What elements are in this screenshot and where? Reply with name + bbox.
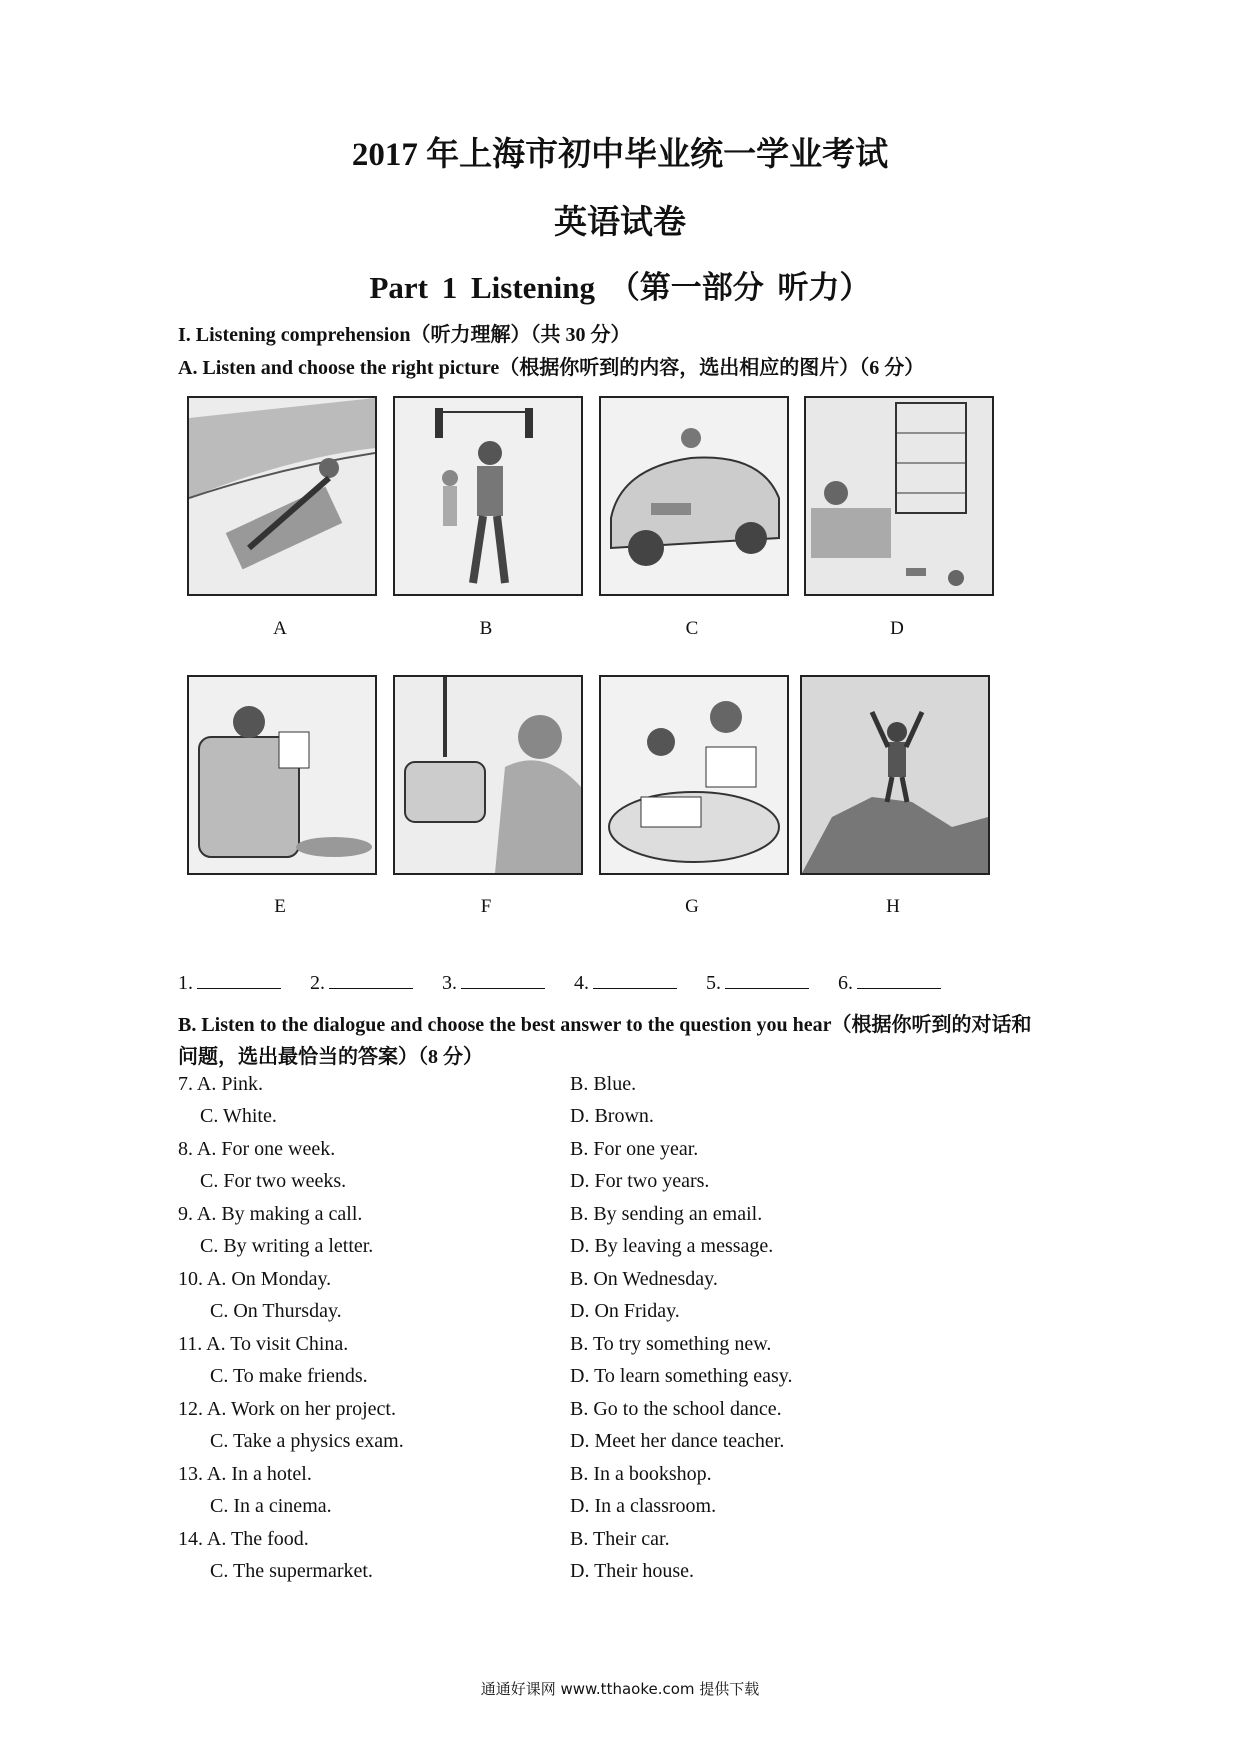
question-option-a[interactable]: 14. A. The food. [178, 1528, 309, 1550]
question-option-a[interactable]: 13. A. In a hotel. [178, 1463, 312, 1485]
picture-label: C [685, 618, 699, 639]
picture-b [393, 396, 583, 596]
picture-label: G [685, 896, 699, 917]
question-option-b[interactable]: B. In a bookshop. [570, 1463, 712, 1485]
question-option-d[interactable]: D. In a classroom. [570, 1495, 717, 1517]
question-option-a[interactable]: 9. A. By making a call. [178, 1203, 363, 1225]
question-option-c[interactable]: C. The supermarket. [210, 1560, 373, 1582]
question-option-b[interactable]: B. On Wednesday. [570, 1268, 718, 1290]
part-heading: Part 1 Listening （第一部分 听力） [369, 270, 871, 305]
blank-item[interactable]: 1. [178, 972, 310, 995]
question-option-c[interactable]: C. On Thursday. [210, 1300, 342, 1322]
question-option-b[interactable]: B. By sending an email. [570, 1203, 763, 1225]
footer-credit: 通通好课网 www.tthaoke.com 提供下载 [480, 1680, 760, 1698]
blank-line[interactable] [329, 972, 413, 989]
blank-line[interactable] [593, 972, 677, 989]
section-1-heading: I. Listening comprehension（听力理解）（共 30 分） [178, 324, 631, 346]
question-option-b[interactable]: B. Their car. [570, 1528, 670, 1550]
blank-line[interactable] [857, 972, 941, 989]
answer-blanks [178, 972, 970, 995]
blank-item[interactable]: 3. [442, 972, 574, 995]
reading-armchair-illustration [189, 677, 375, 873]
car-illustration [601, 398, 787, 594]
picture-g [599, 675, 789, 875]
runner-illustration [395, 398, 581, 594]
question-option-b[interactable]: B. Blue. [570, 1073, 637, 1095]
exam-subtitle: 英语试卷 [554, 205, 686, 241]
question-option-a[interactable]: 12. A. Work on her project. [178, 1398, 396, 1420]
reading-table-illustration [601, 677, 787, 873]
blank-item[interactable]: 2. [310, 972, 442, 995]
question-option-d[interactable]: D. Brown. [570, 1105, 654, 1127]
messy-room-illustration [806, 398, 992, 594]
question-option-a[interactable]: 10. A. On Monday. [178, 1268, 332, 1290]
mountain-hiker-illustration [802, 677, 988, 873]
picture-label: A [273, 618, 287, 639]
question-option-b[interactable]: B. To try something new. [570, 1333, 772, 1355]
question-option-d[interactable]: D. For two years. [570, 1170, 710, 1192]
question-option-c[interactable]: C. In a cinema. [210, 1495, 332, 1517]
question-option-a[interactable]: 11. A. To visit China. [178, 1333, 349, 1355]
question-option-b[interactable]: B. For one year. [570, 1138, 699, 1160]
section-b-heading-line2: 问题，选出最恰当的答案）（8 分） [178, 1046, 483, 1068]
injured-leg-illustration [395, 677, 581, 873]
picture-f [393, 675, 583, 875]
question-option-b[interactable]: B. Go to the school dance. [570, 1398, 782, 1420]
question-option-a[interactable]: 7. A. Pink. [178, 1073, 264, 1095]
blank-item[interactable]: 5. [706, 972, 838, 995]
picture-label: F [480, 896, 492, 917]
question-option-d[interactable]: D. To learn something easy. [570, 1365, 793, 1387]
section-a-heading: A. Listen and choose the right picture（根据你听到的内容，选出相应的图片）（6 分） [178, 357, 925, 379]
picture-label: B [479, 618, 493, 639]
question-option-a[interactable]: 8. A. For one week. [178, 1138, 336, 1160]
beach-illustration [189, 398, 375, 594]
question-option-c[interactable]: C. White. [200, 1105, 277, 1127]
blank-line[interactable] [197, 972, 281, 989]
question-option-d[interactable]: D. On Friday. [570, 1300, 680, 1322]
picture-h [800, 675, 990, 875]
picture-label: E [274, 896, 286, 917]
blank-line[interactable] [461, 972, 545, 989]
exam-title: 2017 年上海市初中毕业统一学业考试 [351, 137, 889, 173]
question-option-c[interactable]: C. For two weeks. [200, 1170, 347, 1192]
blank-item[interactable]: 6. [838, 972, 970, 995]
blank-line[interactable] [725, 972, 809, 989]
question-option-c[interactable]: C. Take a physics exam. [210, 1430, 404, 1452]
picture-label: D [890, 618, 904, 639]
question-option-c[interactable]: C. To make friends. [210, 1365, 368, 1387]
picture-label: H [886, 896, 900, 917]
picture-e [187, 675, 377, 875]
question-option-d[interactable]: D. By leaving a message. [570, 1235, 774, 1257]
picture-d [804, 396, 994, 596]
question-option-d[interactable]: D. Their house. [570, 1560, 695, 1582]
picture-a [187, 396, 377, 596]
blank-item[interactable]: 4. [574, 972, 706, 995]
question-option-d[interactable]: D. Meet her dance teacher. [570, 1430, 785, 1452]
question-option-c[interactable]: C. By writing a letter. [200, 1235, 374, 1257]
picture-c [599, 396, 789, 596]
section-b-heading-line1: B. Listen to the dialogue and choose the best answer to the question you hear（根据你听到的对话和 [178, 1014, 1032, 1036]
